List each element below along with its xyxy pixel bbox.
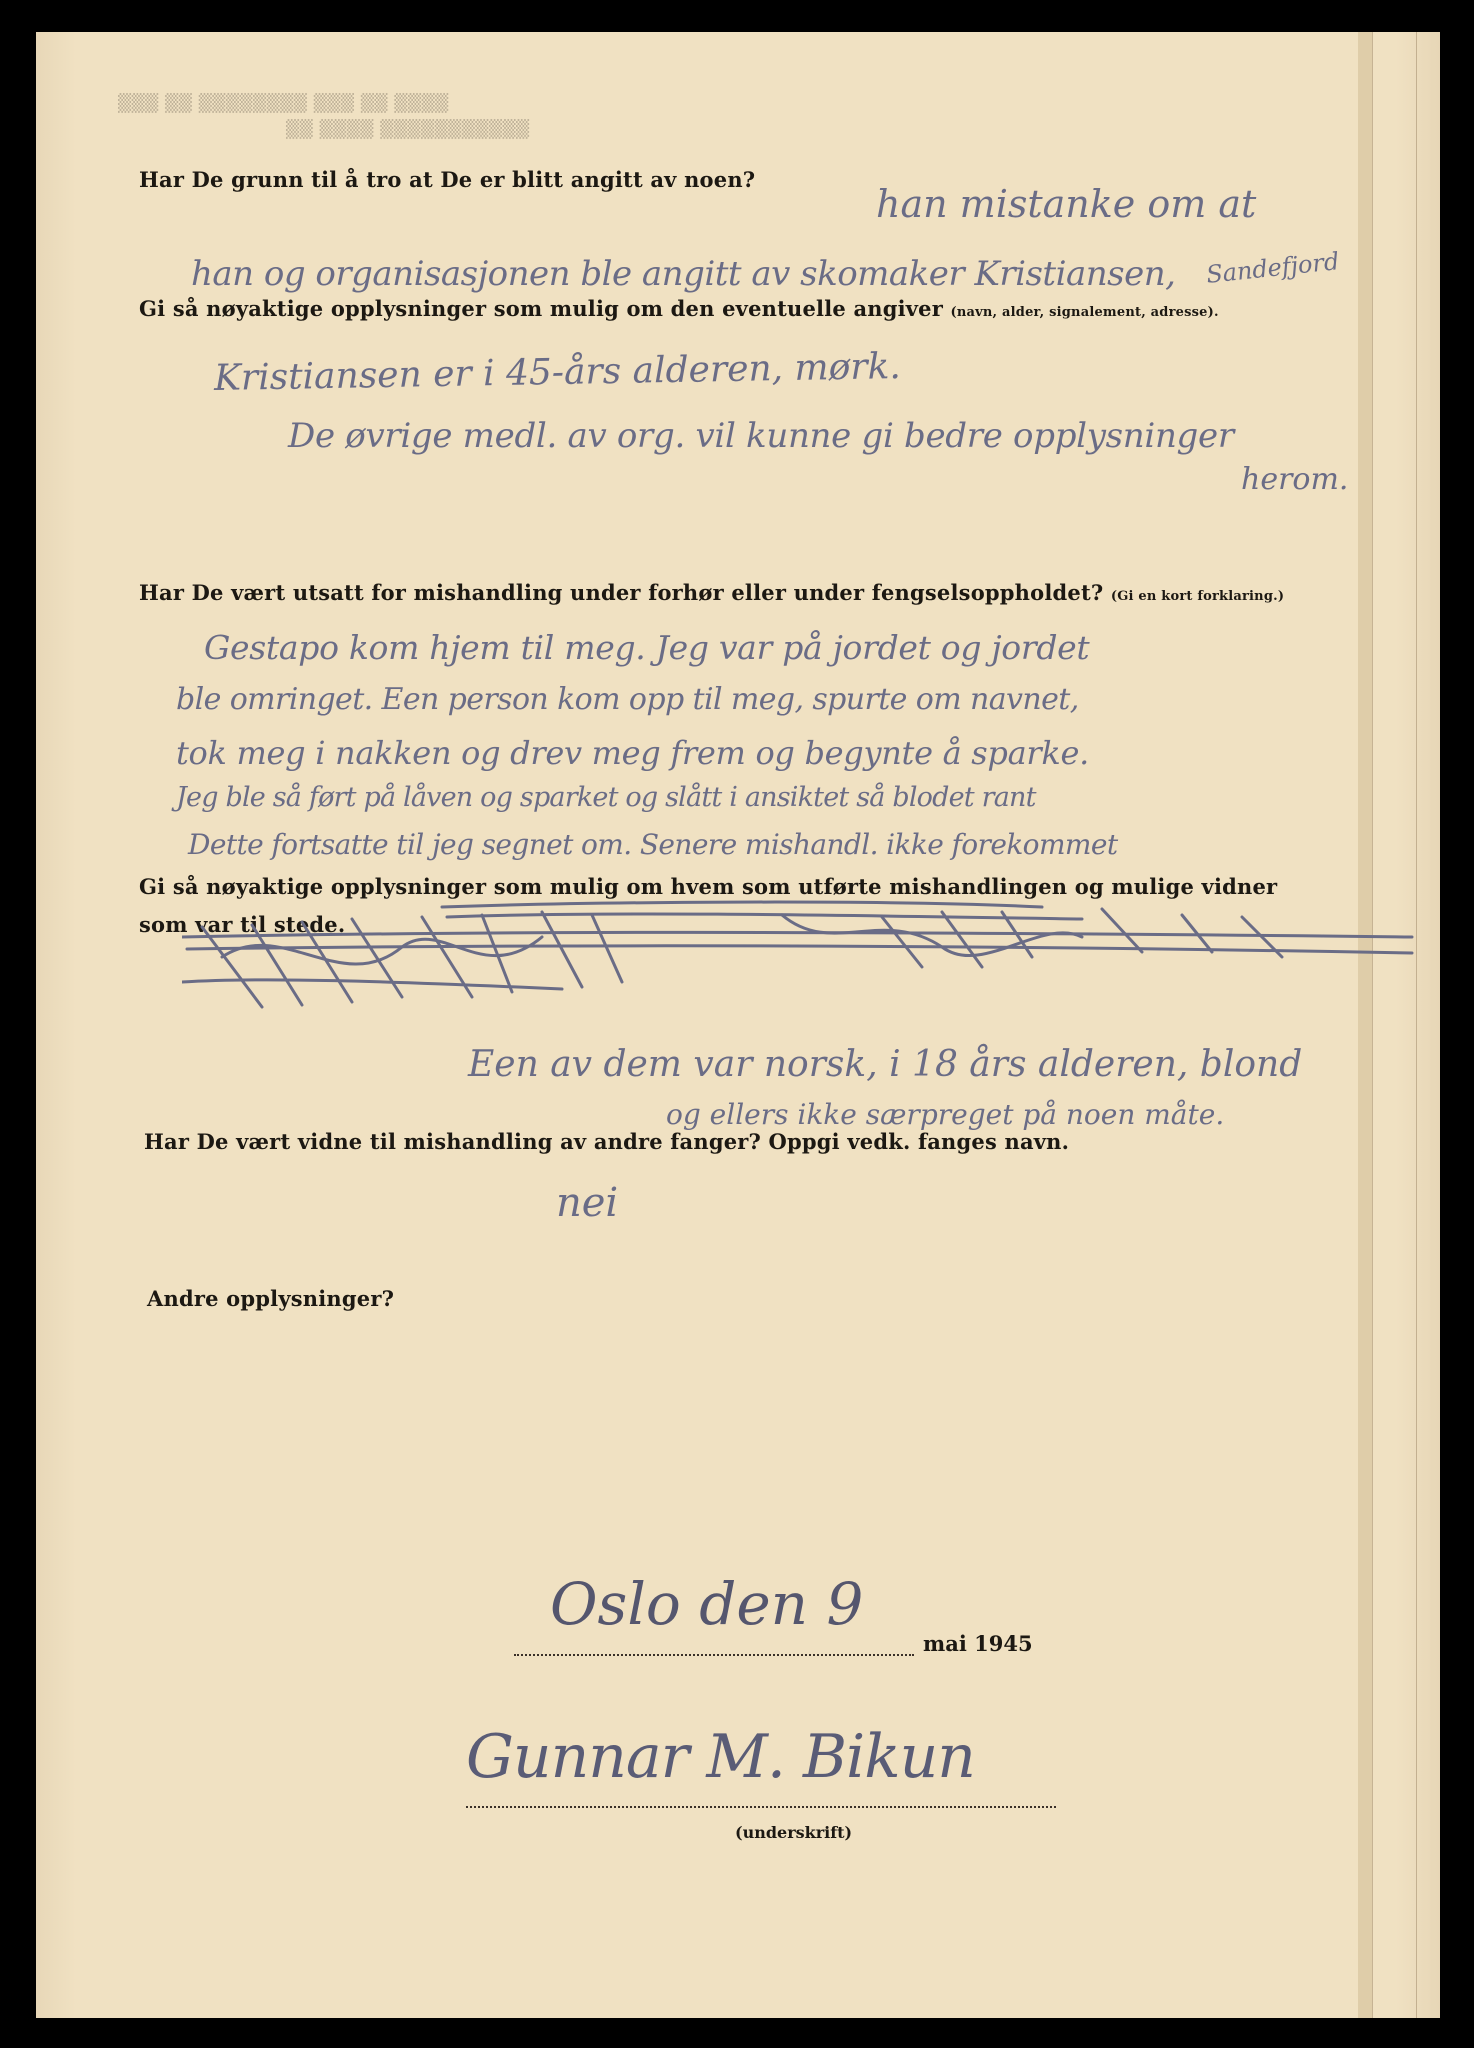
date-dotted-line: [514, 1654, 914, 1656]
question-mishandling: [139, 580, 1284, 605]
answer-mishandling-line5: Dette fortsatte til jeg segnet om. Senere mishandl. ikke forekommet: [188, 828, 1118, 861]
answer-angiver-line3: herom.: [1241, 462, 1349, 497]
signature-name: Gunnar M. Bikun: [466, 1722, 975, 1792]
page-edge-strip: [1358, 32, 1372, 2018]
question-angiver-hint: (navn, alder, signalement, adresse).: [950, 305, 1219, 320]
page-fold-line: [1416, 32, 1417, 2018]
signature-label: (underskrift): [735, 1823, 853, 1842]
show-through-text: ▒▒ ▒▒▒▒ ▒▒▒▒▒▒▒▒▒▒▒: [286, 118, 530, 138]
answer-utforte-line2: og ellers ikke særpreget på noen måte.: [666, 1098, 1225, 1131]
answer-angiver-line2: De øvrige medl. av org. vil kunne gi bedre opplysninger: [288, 416, 1234, 456]
question-utforte-line2: som var til stede.: [139, 912, 346, 937]
answer-mishandling-line2: ble omringet. Een person kom opp til meg, spurte om navnet,: [176, 682, 1079, 717]
answer-angitt-line2: han og organisasjonen ble angitt av skomaker Kristiansen,: [191, 254, 1176, 294]
answer-mishandling-line1: Gestapo kom hjem til meg. Jeg var på jordet og jordet: [204, 628, 1090, 667]
answer-angiver-line1: Kristiansen er i 45-års alderen, mørk.: [213, 346, 902, 399]
answer-mishandling-line4: Jeg ble så ført på låven og sparket og slått i ansiktet så blodet rant: [176, 782, 1036, 813]
question-mishandling-text: Har De vært utsatt for mishandling under forhør eller under fengselsoppholdet?: [139, 580, 1104, 605]
question-andre: Andre opplysninger?: [147, 1286, 395, 1311]
question-angiver-text: Gi så nøyaktige opplysninger som mulig om den eventuelle angiver: [139, 296, 944, 321]
date-month-year: mai 1945: [923, 1631, 1033, 1656]
signature-dotted-line: [466, 1806, 1056, 1808]
show-through-text: ▒▒▒ ▒▒ ▒▒▒▒▒▒▒▒ ▒▒▒ ▒▒ ▒▒▒▒: [118, 92, 449, 112]
answer-vidne: nei: [556, 1180, 619, 1226]
page-fold-line: [1372, 32, 1373, 2018]
crossed-out-handwriting: [182, 897, 1422, 1017]
answer-angitt-line1: han mistanke om at: [876, 182, 1257, 226]
question-vidne: Har De vært vidne til mishandling av andre fanger? Oppgi vedk. fanges navn.: [144, 1129, 1070, 1154]
question-utforte: Gi så nøyaktige opplysninger som mulig om hvem som utførte mishandlingen og mulige vidner: [139, 874, 1278, 899]
date-place-day: Oslo den 9: [550, 1570, 864, 1638]
form-page: [36, 32, 1440, 2018]
answer-utforte-line1: Een av dem var norsk, i 18 års alderen, blond: [468, 1044, 1303, 1085]
question-mishandling-hint: (Gi en kort forklaring.): [1110, 589, 1285, 604]
answer-angitt-insert: Sandefjord: [1204, 247, 1341, 289]
question-angiver: [139, 296, 1219, 321]
question-angitt: Har De grunn til å tro at De er blitt angitt av noen?: [139, 167, 756, 192]
answer-mishandling-line3: tok meg i nakken og drev meg frem og begynte å sparke.: [176, 734, 1089, 772]
